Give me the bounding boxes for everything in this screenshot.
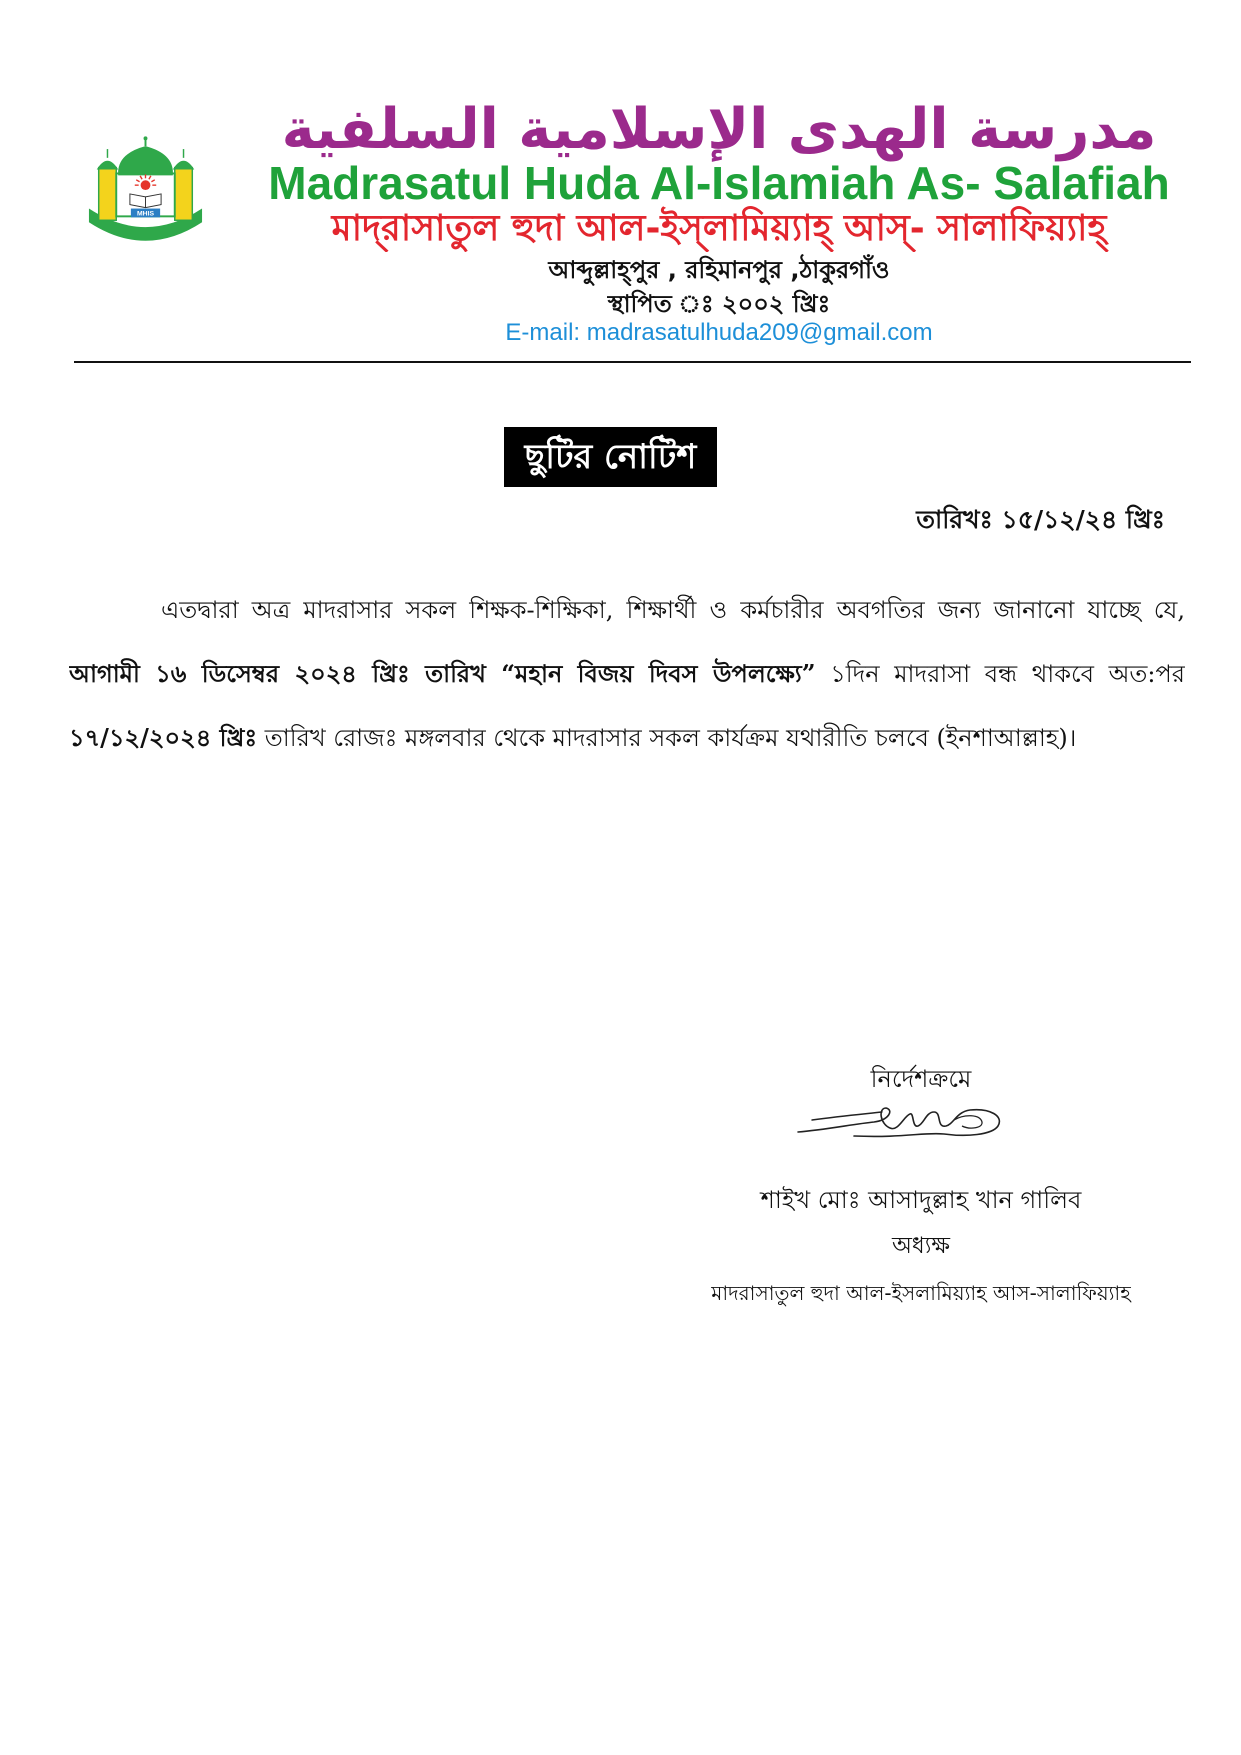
institution-name-bengali: মাদ্‌রাসাতুল হুদা আল-ইস্‌লামিয়্যাহ্‌ আস্‌- সালাফিয়্যাহ্‌ [331, 208, 1107, 249]
logo-dome [118, 136, 173, 175]
body-text-intro: এতদ্বারা অত্র মাদরাসার সকল শিক্ষক-শিক্ষিকা, শিক্ষার্থী ও কর্মচারীর অবগতির জন্য জানানো যাচ্ছে যে, [161, 596, 1185, 624]
signatory-institution: মাদরাসাতুল হুদা আল-ইসলামিয়্যাহ আস-সালাফিয়্যাহ [711, 1281, 1131, 1305]
body-text-closure: ১দিন মাদরাসা বন্ধ থাকবে অত:পর [815, 660, 1185, 688]
logo-right-tower [173, 149, 194, 220]
notice-body [69, 579, 1185, 849]
logo-label: MHIS [136, 210, 155, 218]
body-text-resume: তারিখ রোজঃ মঙ্গলবার থেকে মাদরাসার সকল কার্যক্রম যথারীতি চলবে (ইনশাআল্লাহ)। [257, 724, 1077, 752]
body-text-reopen-date: ১৭/১২/২০২৪ খ্রিঃ [69, 723, 258, 752]
body-text-holiday-date: আগামী ১৬ ডিসেম্বর ২০২৪ খ্রিঃ তারিখ “মহান বিজয় দিবস উপলক্ষ্যে” [69, 659, 816, 688]
institution-name-arabic: مدرسة الهدى الإسلامية السلفية [281, 98, 1157, 162]
notice-date: তারিখঃ ১৫/১২/২৪ খ্রিঃ [916, 505, 1165, 534]
signature-direction: নির্দেশক্রমে [870, 1065, 972, 1093]
header-divider [74, 361, 1191, 363]
established-year: স্থাপিত ঃ ২০০২ খ্রিঃ [607, 290, 831, 318]
institution-name-english: Madrasatul Huda Al-Islamiah As- Salafiah [268, 158, 1170, 208]
institution-email: E-mail: madrasatulhuda209@gmail.com [505, 319, 933, 346]
institution-address: আব্দুল্লাহ্‌পুর , রহিমানপুর ,ঠাকুরগাঁও [548, 256, 890, 284]
signature-block [620, 1060, 1222, 1320]
handwritten-signature [794, 1102, 1018, 1142]
notice-title: ছুটির নোটিশ [504, 427, 717, 487]
institution-logo [87, 134, 204, 248]
signatory-name: শাইখ মোঃ আসাদুল্লাহ খান গালিব [760, 1186, 1082, 1214]
logo-estd: Estd. 2002 [135, 218, 156, 224]
signatory-title: অধ্যক্ষ [891, 1233, 951, 1259]
logo-left-tower [97, 149, 118, 220]
